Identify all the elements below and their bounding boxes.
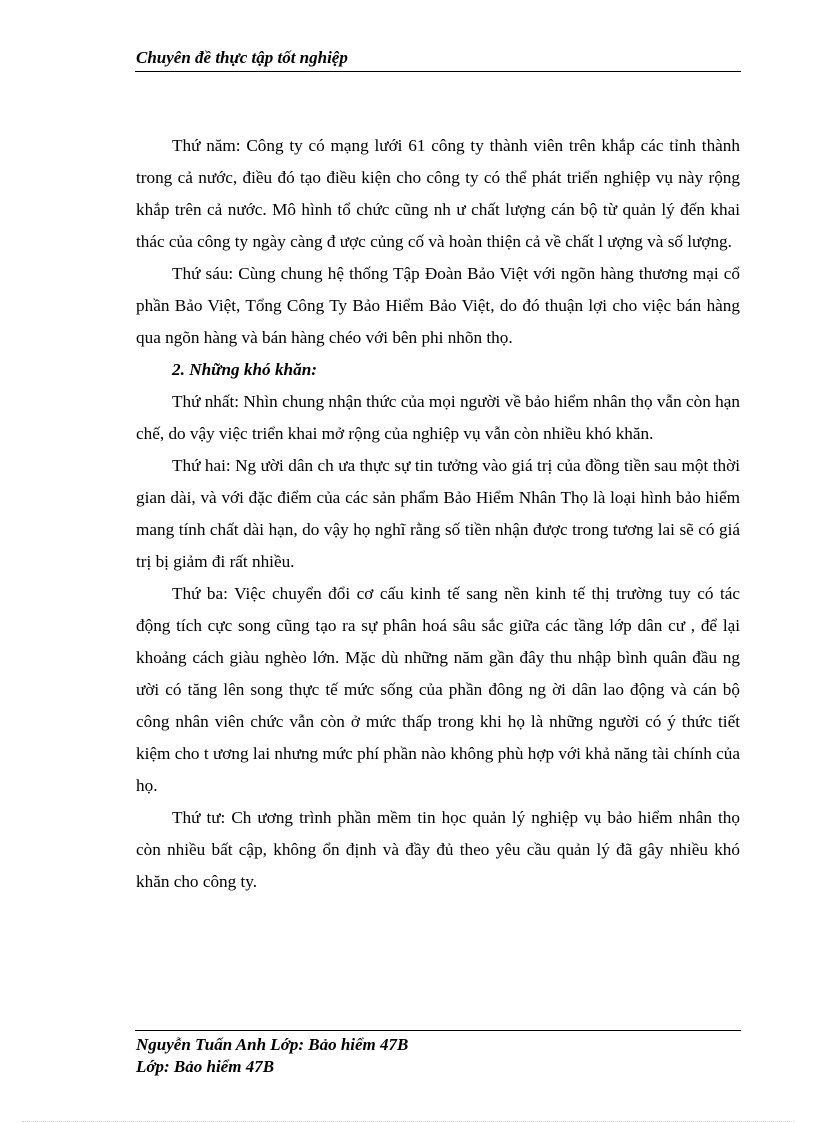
footer-author: Nguyễn Tuấn Anh Lớp: Bảo hiểm 47B — [136, 1035, 409, 1054]
paragraph-thu-sau: Thứ sáu: Cùng chung hệ thống Tập Đoàn Bảo Việt với ngõn hàng thương mại cổ phần Bảo Việt, Tổng Công Ty Bảo Hiểm Bảo Việt, do đó thuận lợi cho việc bán hàng qua ngõn hàng và bán hàng chéo với bên phi nhõn thọ. — [136, 264, 740, 347]
paragraph-thu-nhat — [136, 386, 740, 450]
paragraph-thu-nam: Thứ năm: Công ty có mạng lưới 61 công ty thành viên trên khắp các tỉnh thành trong cả nước, điều đó tạo điều kiện cho công ty có thể phát triển nghiệp vụ này rộng khắp trên cả nước. Mô hình tổ chức cũng nh ư chất lượng cán bộ từ quản lý đến khai thác của công ty ngày càng đ ược củng cố và hoàn thiện cả về chất l ượng và số lượng. — [136, 136, 740, 251]
header-title: Chuyên đề thực tập tốt nghiệp — [136, 48, 348, 67]
footer — [136, 1034, 408, 1078]
paragraph-thu-nhat-text: Nhìn chung nhận thức của mọi người về bảo hiểm nhân thọ vẫn còn hạn chế, do vậy việc triển khai mở rộng của nghiệp vụ vẫn còn nhiều khó khăn. — [136, 392, 740, 443]
paragraph-thu-hai: Thứ hai: Ng ười dân ch ưa thực sự tin tưởng vào giá trị của đồng tiền sau một thời gian dài, và với đặc điểm của các sản phẩm Bảo Hiểm Nhân Thọ là loại hình bảo hiểm mang tính chất dài hạn, do vậy họ nghĩ rằng số tiền nhận được trong tương lai sẽ có giá trị bị giảm đi rất nhiều. — [136, 456, 740, 571]
paragraph-thu-nhat-label: Thứ nhất: — [172, 392, 240, 411]
page-edge-divider — [22, 1121, 794, 1122]
paragraph-thu-tu: Thứ tư: Ch ương trình phần mềm tin học quản lý nghiệp vụ bảo hiểm nhân thọ còn nhiều bất cập, không ổn định và đầy đủ theo yêu cầu quản lý đã gây nhiều khó khăn cho công ty. — [136, 808, 740, 891]
paragraph-thu-ba: Thứ ba: Việc chuyển đổi cơ cấu kinh tế sang nền kinh tế thị trường tuy có tác động tích cực song cũng tạo ra sự phân hoá sâu sắc giữa các tầng lớp dân cư , để lại khoảng cách giàu nghèo lớn. Mặc dù những năm gần đây thu nhập bình quân đầu ng ười có tăng lên song thực tế mức sống của phần đông ng ời dân lao động và cán bộ công nhân viên chức vẫn còn ở mức thấp trong khi họ là những người có ý thức tiết kiệm cho t ương lai nhưng mức phí phần nào không phù hợp với khả năng tài chính của họ. — [136, 584, 740, 795]
section-heading-difficulties: 2. Những khó khăn: — [172, 360, 317, 379]
header-rule — [135, 71, 741, 72]
footer-rule — [135, 1030, 741, 1031]
document-body — [136, 130, 740, 898]
footer-class: Lớp: Bảo hiểm 47B — [136, 1057, 275, 1076]
